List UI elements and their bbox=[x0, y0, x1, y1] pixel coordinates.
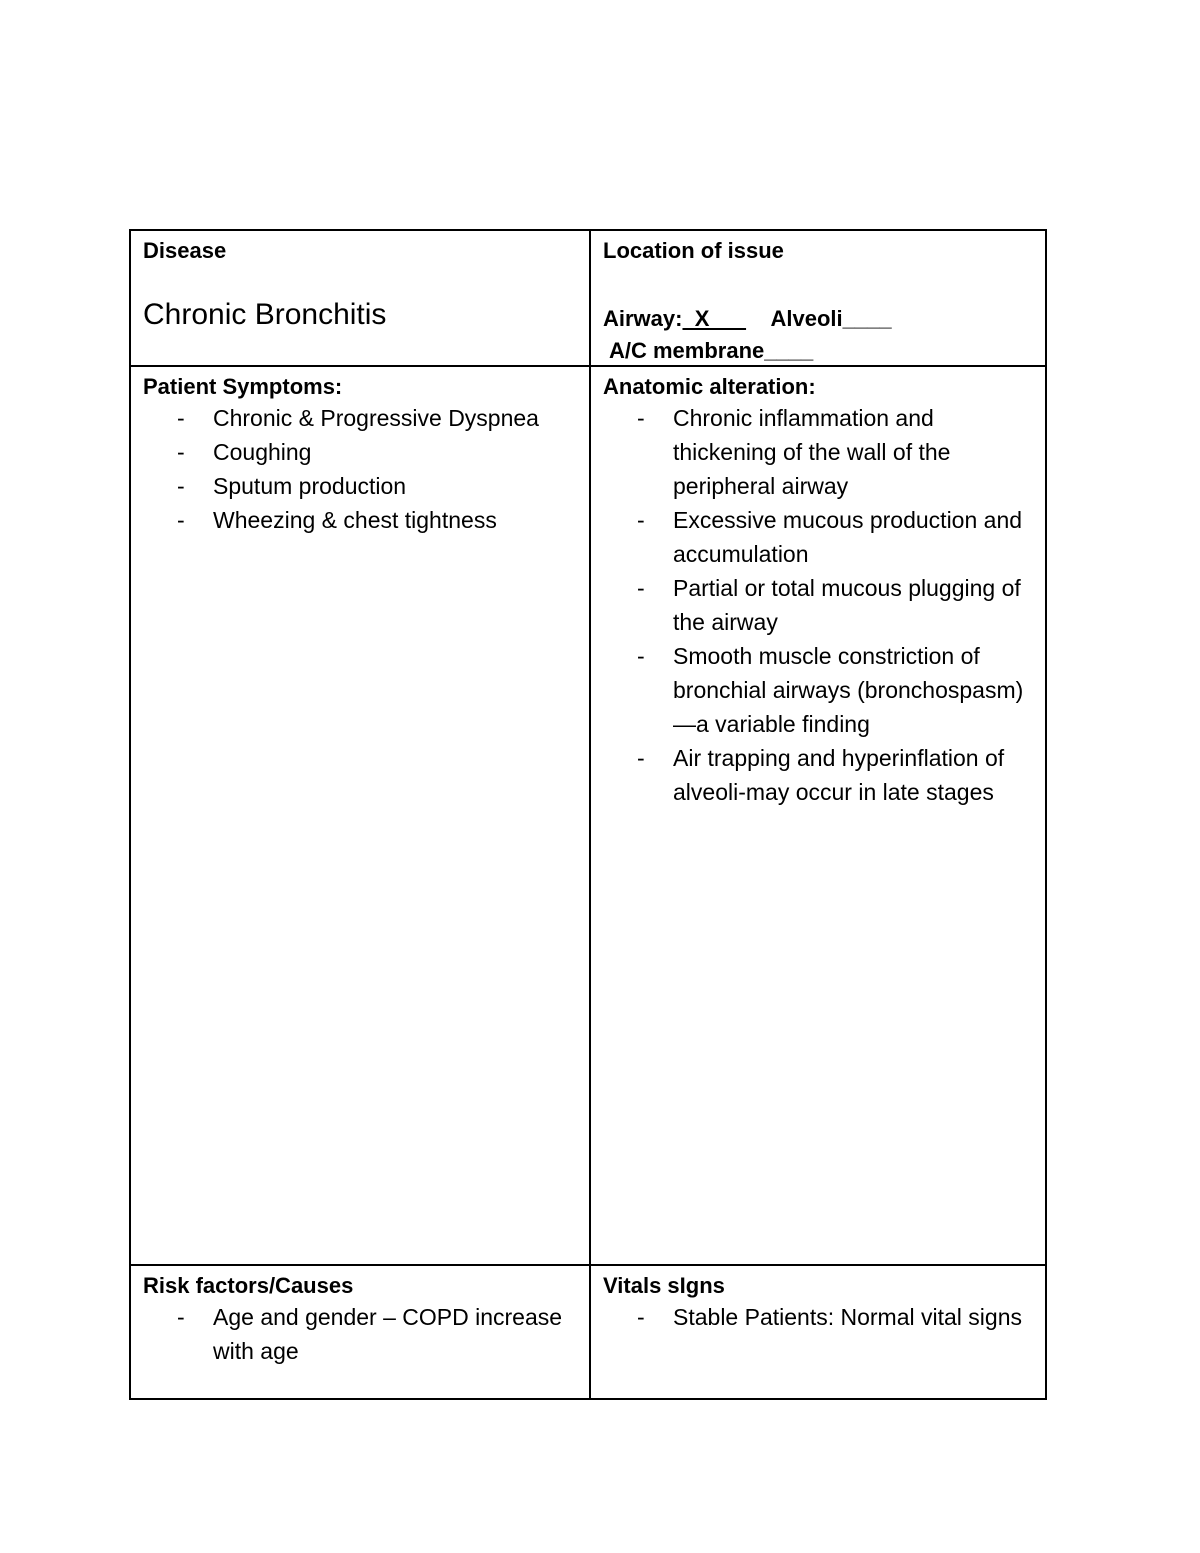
list-item-text: Sputum production bbox=[213, 473, 407, 499]
list-item-text: Excessive mucous production and accumulation bbox=[673, 507, 1023, 567]
list-item bbox=[603, 1300, 1035, 1334]
vitals-list bbox=[603, 1300, 1035, 1334]
alveoli-label: Alveoli bbox=[770, 306, 843, 331]
dash-bullet: - bbox=[177, 1304, 185, 1330]
disease-label: Disease bbox=[143, 238, 227, 263]
list-item bbox=[143, 401, 577, 435]
disease-cell bbox=[131, 231, 589, 365]
list-item bbox=[603, 639, 1035, 741]
dash-bullet: - bbox=[637, 575, 645, 601]
airway-value: X bbox=[682, 306, 747, 331]
vitals-cell bbox=[591, 1266, 1047, 1398]
dash-bullet: - bbox=[177, 473, 185, 499]
list-item bbox=[143, 435, 577, 469]
list-item-text: Coughing bbox=[213, 439, 312, 465]
symptoms-cell bbox=[131, 367, 589, 1264]
dash-bullet: - bbox=[637, 507, 645, 533]
list-item-text: Smooth muscle constriction of bronchial airways (bronchospasm)—a variable finding bbox=[673, 643, 1024, 737]
alveoli-value: ____ bbox=[842, 306, 892, 331]
risk-list bbox=[143, 1300, 577, 1368]
dash-bullet: - bbox=[177, 439, 185, 465]
location-cell bbox=[591, 231, 1047, 365]
dash-bullet: - bbox=[637, 405, 645, 431]
list-item-text: Chronic & Progressive Dyspnea bbox=[213, 405, 539, 431]
list-item bbox=[143, 503, 577, 537]
anatomic-label: Anatomic alteration: bbox=[603, 374, 816, 399]
list-item-text: Age and gender – COPD increase with age bbox=[213, 1304, 563, 1364]
dash-bullet: - bbox=[637, 745, 645, 771]
list-item bbox=[143, 1300, 577, 1368]
airway-label: Airway: bbox=[603, 306, 683, 331]
list-item-text: Chronic inflammation and thickening of the wall of the peripheral airway bbox=[673, 405, 951, 499]
list-item bbox=[603, 741, 1035, 809]
list-item bbox=[603, 571, 1035, 639]
disease-name: Chronic Bronchitis bbox=[143, 298, 387, 331]
dash-bullet: - bbox=[177, 507, 185, 533]
list-item bbox=[143, 469, 577, 503]
dash-bullet: - bbox=[177, 405, 185, 431]
anatomic-cell bbox=[591, 367, 1047, 1264]
risk-label: Risk factors/Causes bbox=[143, 1273, 354, 1298]
symptoms-list bbox=[143, 401, 577, 537]
dash-bullet: - bbox=[637, 643, 645, 669]
list-item bbox=[603, 401, 1035, 503]
membrane-value: ____ bbox=[764, 338, 814, 363]
symptoms-label: Patient Symptoms: bbox=[143, 374, 343, 399]
dash-bullet: - bbox=[637, 1304, 645, 1330]
list-item-text: Wheezing & chest tightness bbox=[213, 507, 497, 533]
list-item-text: Partial or total mucous plugging of the airway bbox=[673, 575, 1021, 635]
list-item-text: Stable Patients: Normal vital signs bbox=[673, 1304, 1022, 1330]
disease-worksheet-table bbox=[129, 229, 1047, 1400]
list-item bbox=[603, 503, 1035, 571]
membrane-label: A/C membrane bbox=[609, 338, 765, 363]
risk-cell bbox=[131, 1266, 589, 1398]
anatomic-list bbox=[603, 401, 1035, 809]
location-line-1 bbox=[603, 303, 1035, 335]
vitals-label: Vitals sIgns bbox=[603, 1273, 725, 1298]
location-label: Location of issue bbox=[603, 238, 784, 263]
list-item-text: Air trapping and hyperinflation of alveoli-may occur in late stages bbox=[673, 745, 1005, 805]
location-line-2 bbox=[603, 335, 1035, 367]
